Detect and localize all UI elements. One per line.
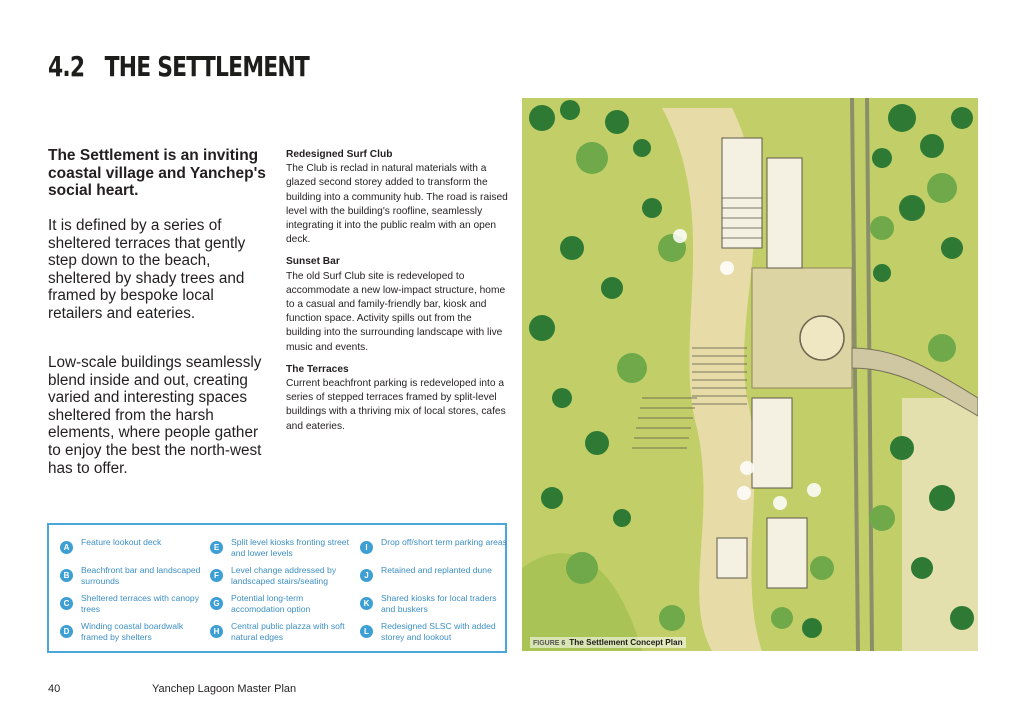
legend-text: Sheltered terraces with canopy trees bbox=[81, 593, 199, 614]
plan-building bbox=[722, 138, 762, 248]
legend-item-h bbox=[210, 621, 360, 649]
feature-heading-sunset-bar: Sunset Bar bbox=[286, 256, 340, 268]
concept-plan-illustration bbox=[522, 98, 978, 651]
intro-paragraph-2: Low-scale buildings seamlessly blend inside and out, creating varied and interesting spaces sheltered from the harsh elements, where people gather to enjoy the best the north-west has to offer. bbox=[48, 354, 262, 477]
feature-heading-surf-club: Redesigned Surf Club bbox=[286, 149, 393, 160]
feature-heading-terraces: The Terraces bbox=[286, 363, 349, 375]
legend-text: Feature lookout deck bbox=[81, 537, 162, 547]
legend-item-f bbox=[210, 565, 360, 593]
legend-column-1 bbox=[60, 537, 210, 649]
legend-text: Drop off/short term parking areas bbox=[381, 537, 507, 547]
plan-building bbox=[767, 158, 802, 268]
legend-badge: I bbox=[360, 541, 373, 554]
legend-badge: L bbox=[360, 625, 373, 638]
legend-text: Redesigned SLSC with added storey and lookout bbox=[381, 621, 496, 642]
plan-legend bbox=[47, 523, 507, 653]
figure-caption-text: The Settlement Concept Plan bbox=[569, 638, 683, 647]
legend-text: Potential long-term accomodation option bbox=[231, 593, 311, 614]
legend-item-k bbox=[360, 593, 510, 621]
legend-badge: D bbox=[60, 625, 73, 638]
legend-item-c bbox=[60, 593, 210, 621]
intro-paragraph-1: It is defined by a series of sheltered terraces that gently step down to the beach, sheltered by shady trees and framed by bespoke local retailers and eateries. bbox=[48, 217, 246, 322]
legend-badge: A bbox=[60, 541, 73, 554]
legend-badge: H bbox=[210, 625, 223, 638]
legend-badge: K bbox=[360, 597, 373, 610]
feature-body-surf-club: The Club is reclad in natural materials with a glazed second storey added to transform the building into a community hub. The road is raised level with the building's roofline, seamlessly integrating it into the public realm with an open deck. bbox=[286, 163, 508, 246]
legend-badge: J bbox=[360, 569, 373, 582]
feature-body-sunset-bar: The old Surf Club site is redeveloped to accommodate a new low-impact structure, home to a casual and family-friendly bar, kiosk and function space. Activity spills out from the building into the surrounding landscape with live music and events. bbox=[286, 270, 506, 353]
legend-text: Beachfront bar and landscaped surrounds bbox=[81, 565, 201, 586]
settlement-concept-plan bbox=[522, 98, 978, 651]
page-heading bbox=[48, 50, 309, 83]
legend-text: Level change addressed by landscaped stairs/seating bbox=[231, 565, 337, 586]
legend-badge: C bbox=[60, 597, 73, 610]
legend-item-j bbox=[360, 565, 510, 593]
legend-badge: G bbox=[210, 597, 223, 610]
plan-building bbox=[767, 518, 807, 588]
plan-building bbox=[717, 538, 747, 578]
legend-text: Shared kiosks for local traders and buskers bbox=[381, 593, 497, 614]
figure-label: FIGURE 6 bbox=[533, 640, 566, 647]
legend-item-i bbox=[360, 537, 510, 565]
legend-text: Retained and replanted dune bbox=[381, 565, 492, 575]
figure-caption bbox=[530, 637, 686, 648]
document-title: Yanchep Lagoon Master Plan bbox=[152, 683, 297, 695]
legend-column-2 bbox=[210, 537, 360, 649]
section-number: 4.2 bbox=[48, 50, 85, 83]
intro-lead: The Settlement is an inviting coastal village and Yanchep's social heart. bbox=[48, 147, 266, 199]
legend-badge: F bbox=[210, 569, 223, 582]
legend-text: Winding coastal boardwalk framed by shelters bbox=[81, 621, 184, 642]
legend-item-a bbox=[60, 537, 210, 565]
section-title: THE SETTLEMENT bbox=[104, 50, 310, 83]
feature-descriptions bbox=[286, 148, 508, 442]
legend-badge: E bbox=[210, 541, 223, 554]
legend-text: Split level kiosks fronting street and lower levels bbox=[231, 537, 349, 558]
legend-item-e bbox=[210, 537, 360, 565]
legend-badge: B bbox=[60, 569, 73, 582]
feature-body-terraces: Current beachfront parking is redeveloped into a series of stepped terraces framed by split-level buildings with a thriving mix of local stores, cafes and eateries. bbox=[286, 378, 506, 432]
legend-item-l bbox=[360, 621, 510, 649]
legend-item-g bbox=[210, 593, 360, 621]
legend-column-3 bbox=[360, 537, 510, 649]
legend-text: Central public plazza with soft natural edges bbox=[231, 621, 345, 642]
plan-building bbox=[752, 398, 792, 488]
plan-roundabout bbox=[800, 316, 844, 360]
legend-item-d bbox=[60, 621, 210, 649]
legend-item-b bbox=[60, 565, 210, 593]
page-number: 40 bbox=[48, 683, 61, 695]
